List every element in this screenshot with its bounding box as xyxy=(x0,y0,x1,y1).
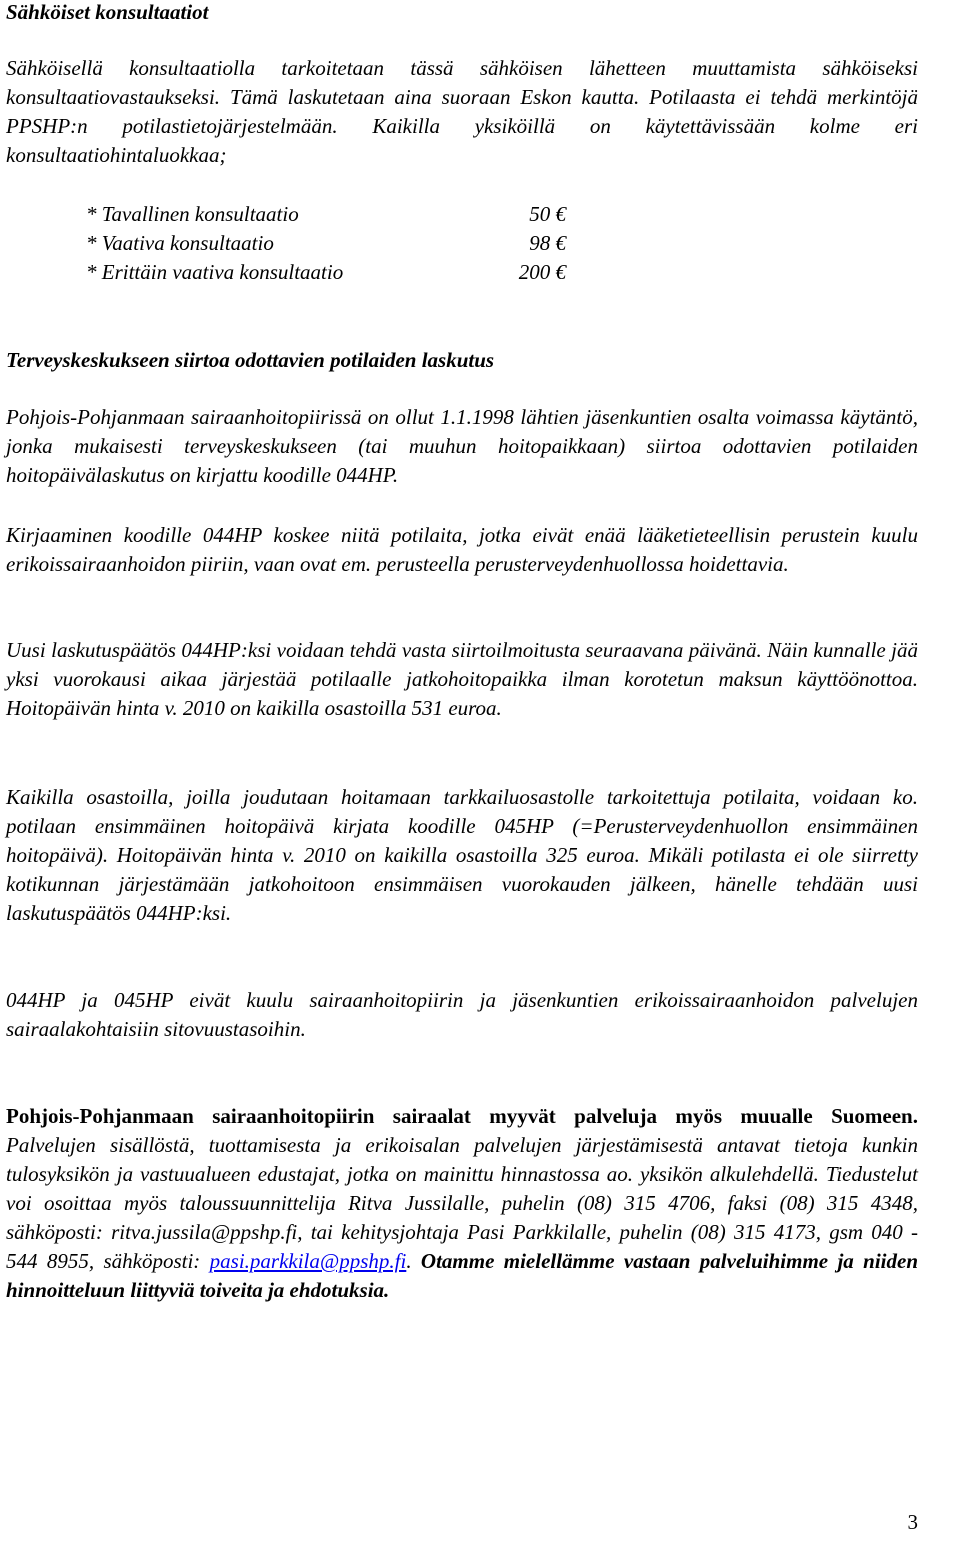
paragraph-tarkkailuosasto: Kaikilla osastoilla, joilla joudutaan hoitamaan tarkkailuosastolle tarkoitettuja potilaita, voidaan ko. potilaan ensimmäinen hoitopäivä kirjata koodille 045HP (=Perusterveydenhuollon ensimmäinen hoitopäivä). Hoitopäivän hinta v. 2010 on kaikilla osastoilla 325 euroa. Mikäli potilasta ei ole siirretty kotikunnan järjestämään jatkohoitoon ensimmäisen vuorokauden jälkeen, hänelle tehdään uusi laskutuspäätös 044HP:ksi. xyxy=(6,785,918,925)
after-link: . xyxy=(406,1249,421,1273)
price-amount: 50 € xyxy=(529,202,566,226)
section-heading-konsultaatiot: Sähköiset konsultaatiot xyxy=(6,0,209,24)
price-name: * Vaativa konsultaatio xyxy=(86,231,274,255)
konsultaatio-intro: Sähköisellä konsultaatiolla tarkoitetaan tässä sähköisen lähetteen muuttamista sähköiseksi konsultaatiovastaukseksi. Tämä laskutetaan aina suoraan Eskon kautta. Potilaasta ei tehdä merkintöjä PPSHP:n potilastietojärjestelmään. Kaikilla yksiköillä on käytettävissään kolme eri konsultaatiohintaluokkaa; xyxy=(6,56,918,167)
paragraph-kirjaaminen: Kirjaaminen koodille 044HP koskee niitä potilaita, jotka eivät enää lääketieteellisin perustein kuulu erikoissairaanhoidon piiriin, vaan ovat em. perusteella perusterveydenhuollossa hoidettavia. xyxy=(6,523,918,576)
price-name: * Erittäin vaativa konsultaatio xyxy=(86,260,344,284)
page-number: 3 xyxy=(907,1510,918,1534)
price-list xyxy=(86,200,566,287)
paragraph-laskutuspaatos: Uusi laskutuspäätös 044HP:ksi voidaan tehdä vasta siirtoilmoitusta seuraavana päivänä. Näin kunnalle jää yksi vuorokausi aikaa järjestää potilaalle jatkohoitopaikka ilman korotetun maksun käyttöönottoa. Hoitopäivän hinta v. 2010 on kaikilla osastoilla 531 euroa. xyxy=(6,638,918,720)
bold-lead: Pohjois-Pohjanmaan sairaanhoitopiirin sairaalat myyvät palveluja myös muualle Suomeen. xyxy=(6,1104,918,1128)
price-amount: 98 € xyxy=(529,231,566,255)
price-item xyxy=(86,258,566,287)
paragraph-sitovuustasot: 044HP ja 045HP eivät kuulu sairaanhoitopiirin ja jäsenkuntien erikoissairaanhoidon palvelujen sairaalakohtaisiin sitovuustasoihin. xyxy=(6,988,918,1041)
bold-closing: Otamme mielellämme vastaan palveluihimme ja niiden hinnoitteluun liittyviä toiveita ja ehdotuksia. xyxy=(6,1249,919,1302)
email-link[interactable]: pasi.parkkila@ppshp.fi xyxy=(209,1249,407,1273)
price-name: * Tavallinen konsultaatio xyxy=(86,202,299,226)
contact-text: Palvelujen sisällöstä, tuottamisesta ja erikoisalan palvelujen järjestämisestä antavat tietoja kunkin tulosyksikön ja vastuualueen edustajat, jotka on mainittu hinnastossa ao. yksikön alkulehdellä. Tiedustelut voi osoittaa myös taloussuunnittelija Ritva Jussilalle, puhelin (08) 315 4706, faksi (08) 315 4348, sähköposti: ritva.jussila@ppshp.fi, tai kehitysjohtaja Pasi Parkkilalle, puhelin (08) 315 4173, gsm 040 - 544 8955, sähköposti: xyxy=(6,1133,918,1273)
paragraph-kaytanto: Pohjois-Pohjanmaan sairaanhoitopiirissä on ollut 1.1.1998 lähtien jäsenkuntien osalta voimassa käytäntö, jonka mukaisesti terveyskeskukseen (tai muuhun hoitopaikkaan) siirtoa odottavien potilaiden hoitopäivälaskutus on kirjattu koodille 044HP. xyxy=(6,405,918,487)
price-amount: 200 € xyxy=(518,260,566,284)
section-heading-laskutus: Terveyskeskukseen siirtoa odottavien potilaiden laskutus xyxy=(6,348,495,372)
price-item xyxy=(86,200,566,229)
paragraph-palvelut xyxy=(6,1102,918,1305)
price-item xyxy=(86,229,566,258)
